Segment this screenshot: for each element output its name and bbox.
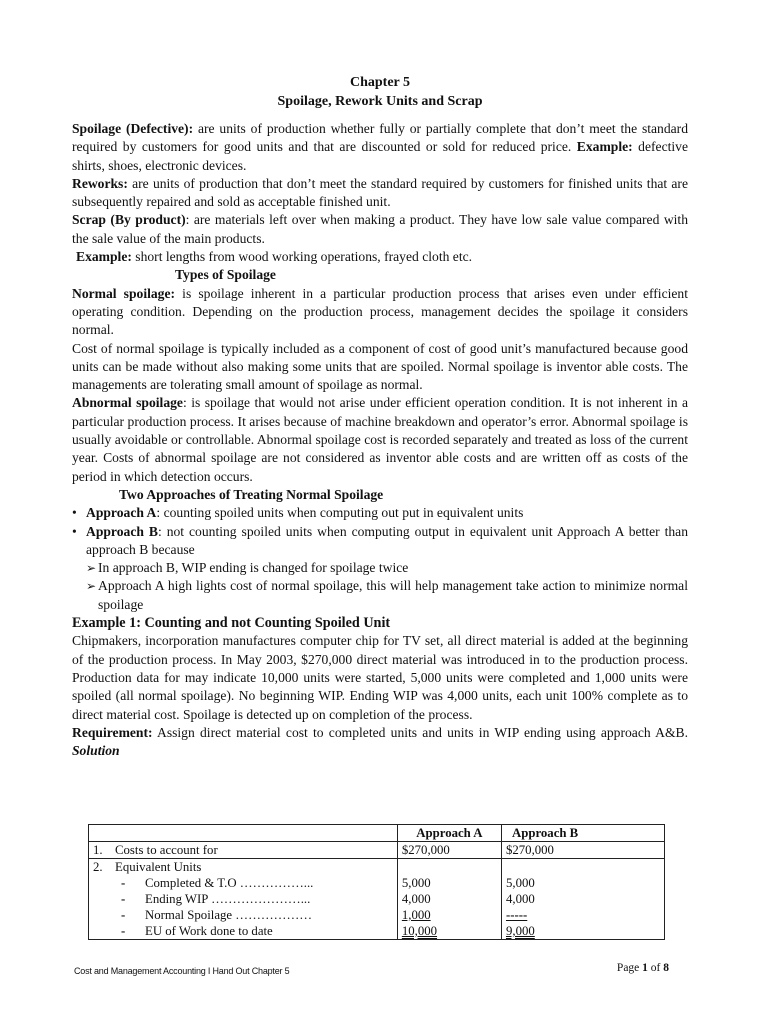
bullet-icon: • (72, 505, 77, 521)
row-number: 1. (93, 843, 103, 857)
requirement-text: Assign direct material cost to completed units and units in WIP ending using approach A&B. (152, 724, 688, 740)
page-prefix: Page (616, 962, 643, 974)
spoilage-term: Spoilage (Defective): (72, 121, 194, 136)
cell-approach-b: ----- (505, 908, 528, 922)
chapter-number: Chapter 5 (349, 75, 411, 90)
spoilage-example-text: defective shirts, shoes, electronic devices. (72, 139, 688, 173)
scrap-example (72, 248, 688, 266)
table-header-row (89, 825, 665, 842)
cell-approach-a: 5,000 (401, 876, 431, 890)
approach-b-label: Approach B (86, 523, 158, 539)
reworks-definition (72, 175, 688, 212)
current-page: 1 (642, 962, 648, 974)
row-label: Costs to account for (115, 843, 218, 857)
sub-item-label: EU of Work done to date (145, 924, 273, 938)
solution-table (88, 824, 665, 940)
spoilage-example-label: Example: (576, 139, 633, 155)
row-label: Equivalent Units (115, 860, 202, 874)
scrap-definition (72, 211, 688, 248)
reason-item (72, 577, 688, 614)
abnormal-spoilage-term: Abnormal spoilage (72, 395, 183, 411)
cell-approach-b: 9,000 (505, 924, 535, 938)
dash-bullet: - (121, 892, 126, 906)
total-pages: 8 (663, 962, 669, 974)
row-number: 2. (93, 860, 103, 874)
column-header-approach-a: Approach A (397, 825, 501, 842)
column-header-approach-b: Approach B (501, 825, 664, 842)
scrap-text: : are materials left over when making a product. They have low sale value compared with the sale value of the main products. (72, 212, 688, 246)
approaches-heading: Two Approaches of Treating Normal Spoilage (119, 486, 384, 502)
sub-item-label: Completed & T.O ……………... (145, 876, 314, 890)
reworks-term: Reworks: (72, 175, 128, 191)
sub-item-label: Normal Spoilage ……………… (145, 908, 313, 922)
normal-spoilage-cost-paragraph: Cost of normal spoilage is typically included as a component of cost of good unit’s manufactured because good units can be made without also making some units that are spoiled. Normal spoilage is inventor able costs. The managements are tolerating small amount of spoilage as normal. (72, 340, 688, 393)
spoilage-text: are units of production whether fully or partially complete that don’t meet the standard required by customers for good units and that are discounted or sold for reduced price. (72, 121, 688, 155)
page-content (72, 74, 688, 760)
footer-page-number (617, 962, 669, 974)
scrap-example-text: short lengths from wood working operations, frayed cloth etc. (131, 249, 473, 265)
spoilage-definition (72, 120, 688, 175)
normal-spoilage-term: Normal spoilage: (72, 285, 176, 301)
chapter-title: Spoilage, Rework Units and Scrap (277, 93, 483, 109)
cell-approach-b: 4,000 (505, 892, 535, 906)
footer-course-title: Cost and Management Accounting I Hand Out Chapter 5 (74, 966, 290, 976)
cell-approach-a: 10,000 (401, 924, 438, 938)
abnormal-spoilage-definition (72, 394, 688, 485)
dash-bullet: - (121, 924, 126, 938)
requirement-label: Requirement: (72, 724, 153, 740)
table-row (89, 859, 665, 940)
cell-approach-b: $270,000 (501, 842, 664, 859)
dash-bullet: - (121, 908, 126, 922)
cell-approach-b: 5,000 (505, 876, 535, 890)
requirement-paragraph (72, 724, 688, 761)
reworks-text: are units of production that don’t meet the standard required by customers for finished units that are subsequently repaired and sold as acceptable finished unit. (72, 175, 688, 210)
types-heading: Types of Spoilage (175, 267, 276, 283)
approach-a-label: Approach A (86, 505, 157, 521)
approach-a-text: : counting spoiled units when computing out put in equivalent units (156, 505, 524, 521)
approach-a-bullet (72, 504, 688, 522)
normal-spoilage-definition (72, 285, 688, 340)
abnormal-spoilage-text: : is spoilage that would not arise under efficient operation condition. It is not inherent in a particular production process. It arises because of machine breakdown and operator’s error. Abnormal spoilage is usually avoidable or controllable. Abnormal spoilage cost is recorded separately and treated as loss of the current year. Costs of abnormal spoilage are not considered as inventor able costs and are written off as costs of the period in which detection occurs. (72, 395, 688, 484)
reason-text: In approach B, WIP ending is changed for spoilage twice (98, 560, 409, 576)
cell-approach-a: 4,000 (401, 892, 431, 906)
cell-approach-a: $270,000 (397, 842, 501, 859)
dash-bullet: - (121, 876, 126, 890)
page-of: of (647, 962, 664, 974)
cell-approach-a: 1,000 (401, 908, 431, 922)
approach-b-text: : not counting spoiled units when computing output in equivalent unit Approach A better than approach B because (86, 523, 688, 557)
chapter-header (72, 74, 688, 111)
bullet-icon: • (72, 523, 77, 539)
example-text: Chipmakers, incorporation manufactures computer chip for TV set, all direct material is added at the beginning of the production process. In May 2003, $270,000 direct material was introduced in to the production process. Production data for may indicate 10,000 units were started, 5,000 units were completed and 1,000 units were spoiled (all normal spoilage). No beginning WIP. Ending WIP was 4,000 units, each unit 100% complete as to direct material cost. Spoilage is detected up on completion of the process. (72, 633, 688, 722)
arrow-bullet-icon: ➢ (86, 579, 97, 594)
table-row (89, 842, 665, 859)
sub-item-label: Ending WIP …………………... (145, 892, 311, 906)
scrap-term: Scrap (By product) (72, 212, 186, 228)
example-heading: Example 1: Counting and not Counting Spoiled Unit (72, 615, 391, 632)
scrap-example-label: Example: (76, 249, 132, 265)
solution-label: Solution (72, 743, 120, 759)
normal-spoilage-text: is spoilage inherent in a particular production process that arises even under efficient operating condition. Depending on the production process, management decides the spoilage it considers normal. (72, 285, 688, 338)
approach-b-bullet (72, 523, 688, 560)
reason-item (72, 559, 688, 577)
arrow-bullet-icon: ➢ (86, 561, 97, 576)
reason-text: Approach A high lights cost of normal spoilage, this will help management take action to minimize normal spoilage (98, 578, 688, 612)
